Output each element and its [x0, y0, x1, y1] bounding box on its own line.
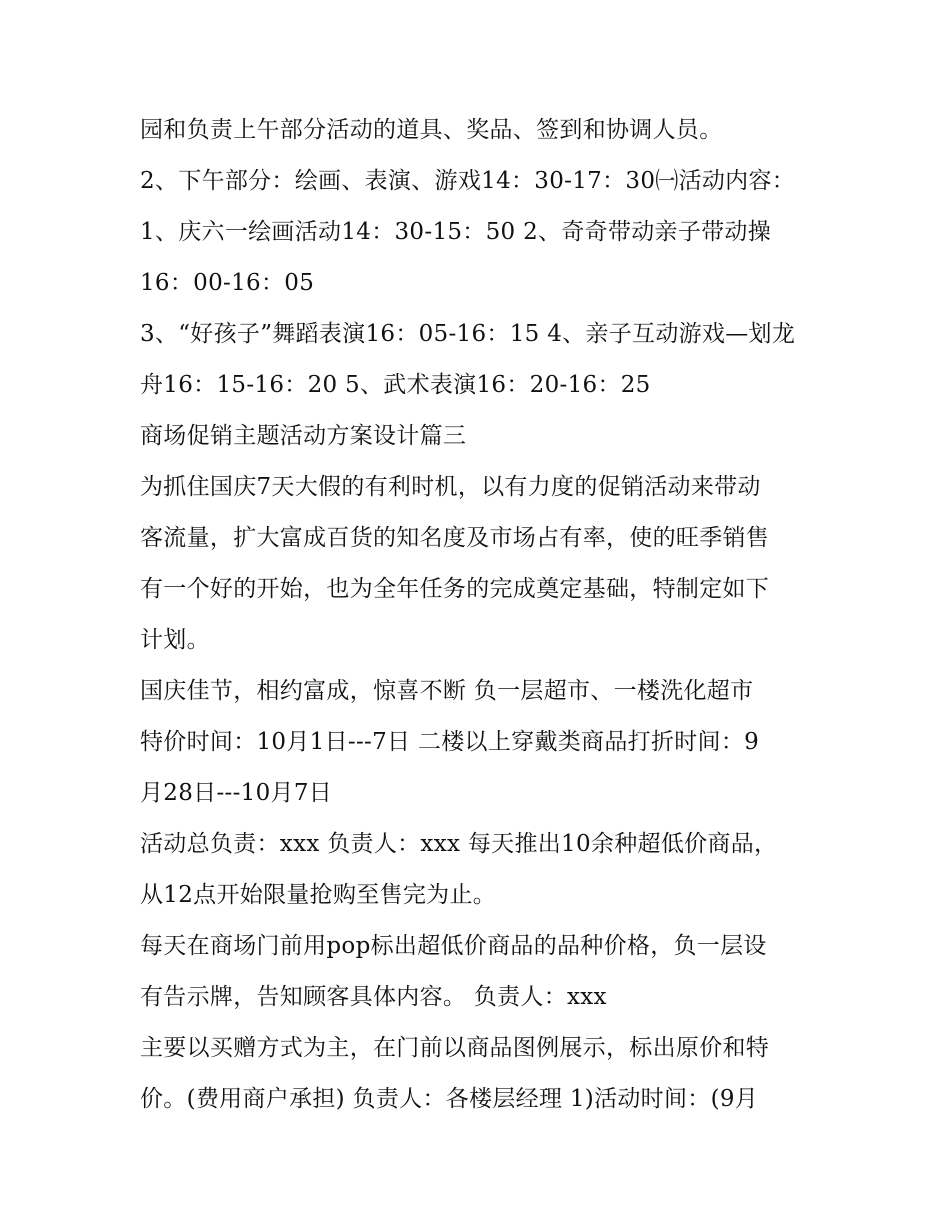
text-line-18: 有告示牌，告知顾客具体内容。 负责人：xxx: [140, 984, 607, 1010]
text-line-9: 客流量，扩大富成百货的知名度及市场占有率，使的旺季销售: [140, 525, 770, 551]
text-line-14: 月28日---10月7日: [140, 780, 333, 806]
text-line-1: 园和负责上午部分活动的道具、奖品、签到和协调人员。: [140, 117, 723, 143]
text-line-6: 舟16：15-16：20 5、武术表演16：20-16：25: [140, 372, 651, 398]
text-line-17: 每天在商场门前用pop标出超低价商品的品种价格，负一层设: [140, 933, 767, 959]
text-line-4: 16：00-16：05: [140, 270, 315, 296]
text-line-13: 特价时间：10月1日---7日 二楼以上穿戴类商品打折时间：9: [140, 729, 760, 755]
text-line-5: 3、“好孩子”舞蹈表演16：05-16：15 4、亲子互动游戏—划龙: [140, 321, 796, 347]
section-heading: 商场促销主题活动方案设计篇三: [140, 423, 467, 449]
text-line-19: 主要以买赠方式为主，在门前以商品图例展示，标出原价和特: [140, 1035, 770, 1061]
text-line-8: 为抓住国庆7天大假的有利时机，以有力度的促销活动来带动: [140, 474, 761, 500]
text-line-16: 从12点开始限量抢购至售完为止。: [140, 882, 497, 908]
document-body: [140, 105, 830, 1125]
text-line-2: 2、下午部分：绘画、表演、游戏14：30-17：30㈠活动内容：: [140, 168, 796, 194]
text-line-11: 计划。: [140, 627, 210, 653]
text-line-15: 活动总负责：xxx 负责人：xxx 每天推出10余种超低价商品，: [140, 831, 778, 857]
text-line-10: 有一个好的开始，也为全年任务的完成奠定基础，特制定如下: [140, 576, 770, 602]
text-line-20: 价。(费用商户承担) 负责人：各楼层经理 1)活动时间：(9月: [140, 1086, 759, 1112]
text-line-3: 1、庆六一绘画活动14：30-15：50 2、奇奇带动亲子带动操: [140, 219, 772, 245]
text-line-12: 国庆佳节，相约富成，惊喜不断 负一层超市、一楼洗化超市: [140, 678, 754, 704]
